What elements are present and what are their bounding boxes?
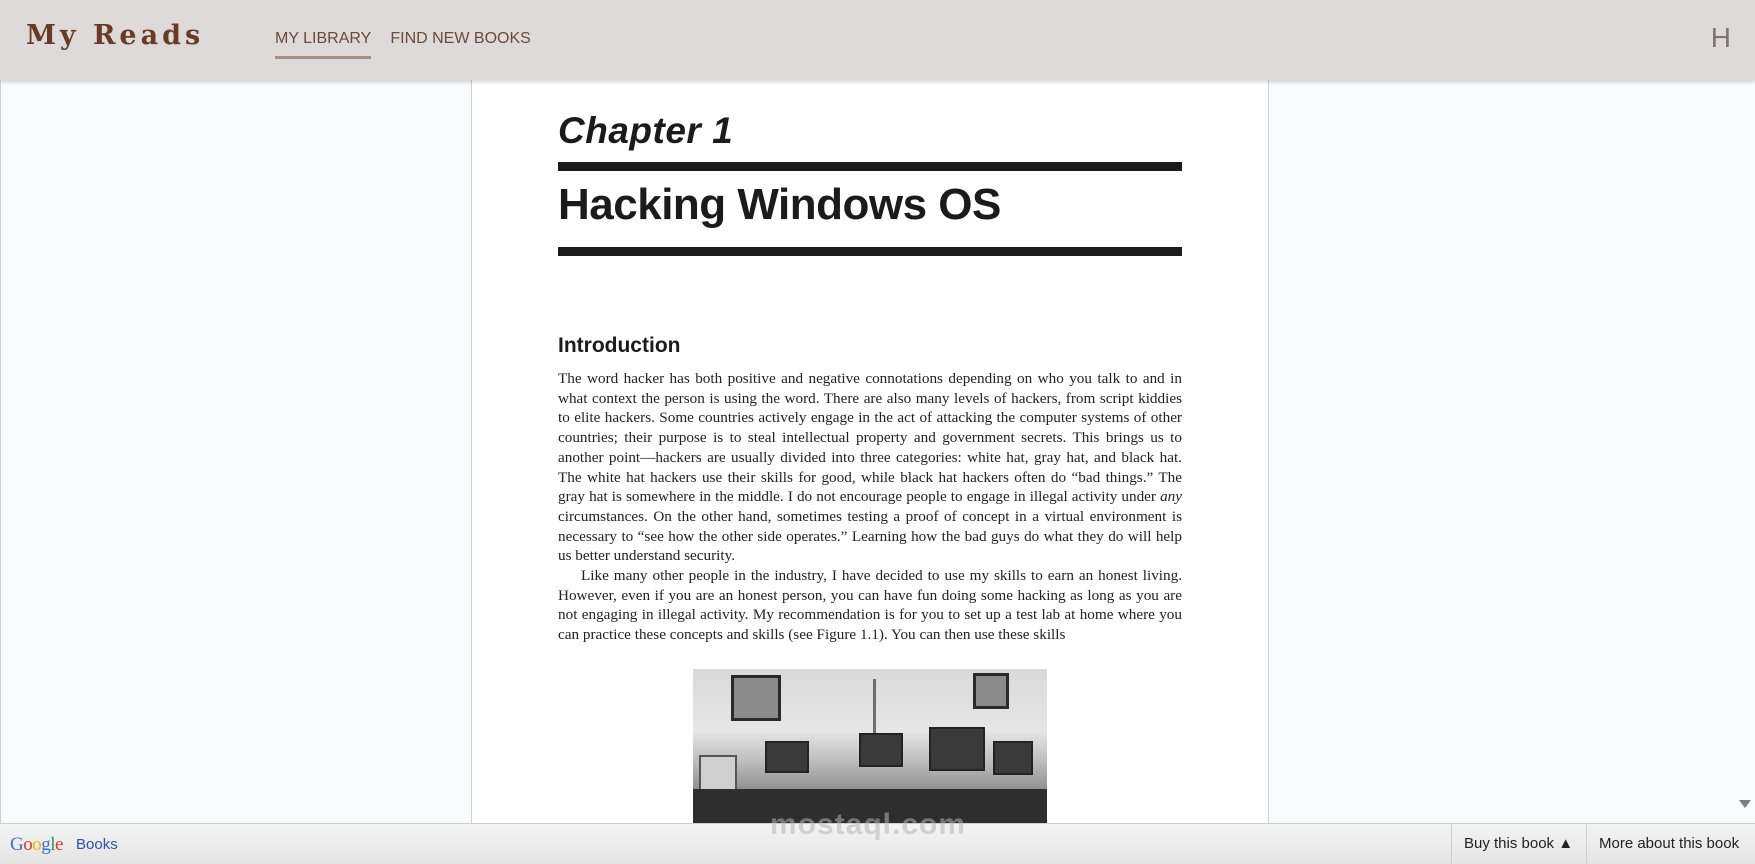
chapter-rule-top bbox=[558, 162, 1182, 171]
monitor-3 bbox=[929, 727, 985, 771]
app-logo[interactable]: My Reads bbox=[26, 20, 205, 51]
viewer-edge bbox=[0, 80, 1, 823]
monitor-4 bbox=[993, 741, 1033, 775]
buy-this-book-button[interactable]: Buy this book ▲ bbox=[1451, 824, 1586, 864]
picture-frame-left bbox=[731, 675, 781, 721]
scroll-down-arrow-icon[interactable] bbox=[1739, 800, 1751, 808]
paragraph-1-italic: any bbox=[1160, 488, 1182, 506]
main-nav bbox=[275, 30, 531, 59]
picture-frame-right bbox=[973, 673, 1009, 709]
watermark: mostaql.com bbox=[770, 808, 967, 841]
user-avatar[interactable]: H bbox=[1710, 22, 1731, 53]
body-text bbox=[558, 369, 1182, 645]
google-letter-l: l bbox=[50, 834, 56, 855]
section-heading: Introduction bbox=[558, 334, 681, 357]
nav-tab-find-new-books[interactable]: FIND NEW BOOKS bbox=[390, 30, 531, 47]
top-header bbox=[0, 0, 1755, 80]
paragraph-2: Like many other people in the industry, I have decided to use my skills to earn an honest living. However, even if you are an honest person, you can have fun doing some hacking as long as you are not engaging in illegal activity. My recommendation is for you to set up a test lab at home where you can practice these concepts and skills (see Figure 1.1). You can then use these skills bbox=[558, 567, 1182, 644]
monitor-2 bbox=[859, 733, 903, 767]
chapter-label: Chapter 1 bbox=[558, 110, 734, 151]
crt-monitor bbox=[699, 755, 737, 793]
chapter-rule-bottom bbox=[558, 247, 1182, 256]
paragraph-1-part-b: circumstances. On the other hand, sometimes testing a proof of concept in a virtual environment is necessary to “see how the other side operates.” Learning how the bad guys do what they do will help us better understand security. bbox=[558, 507, 1182, 565]
paragraph-1 bbox=[558, 369, 1182, 566]
google-logo[interactable] bbox=[10, 834, 63, 856]
google-letter-o1: o bbox=[23, 834, 33, 855]
paragraph-1-part-a: The word hacker has both positive and negative connotations depending on who you talk to and in what context the person is using the word. There are also many levels of hackers, from script kiddies to elite hackers. Some countries actively engage in the act of attacking the computer systems of other countries; their purpose is to steal intellectual property and government secrets. This brings us to another point—hackers are usually divided into three categories: white hat, gray hat, and black hat. The white hat hackers use their skills for good, while black hat hackers often do “bad things.” The gray hat is somewhere in the middle. I do not encourage people to engage in illegal activity under bbox=[558, 370, 1182, 506]
google-books-label[interactable]: Books bbox=[76, 836, 118, 853]
nav-tab-my-library[interactable]: MY LIBRARY bbox=[275, 30, 371, 59]
figure-lab-photo bbox=[693, 669, 1047, 823]
google-letter-g: G bbox=[10, 834, 24, 855]
google-letter-g2: g bbox=[41, 834, 51, 855]
monitor-1 bbox=[765, 741, 809, 773]
google-letter-e: e bbox=[55, 834, 63, 855]
chapter-title: Hacking Windows OS bbox=[558, 180, 1001, 229]
google-letter-o2: o bbox=[32, 834, 42, 855]
book-page[interactable] bbox=[471, 80, 1269, 823]
more-about-this-book-button[interactable]: More about this book bbox=[1586, 824, 1755, 864]
